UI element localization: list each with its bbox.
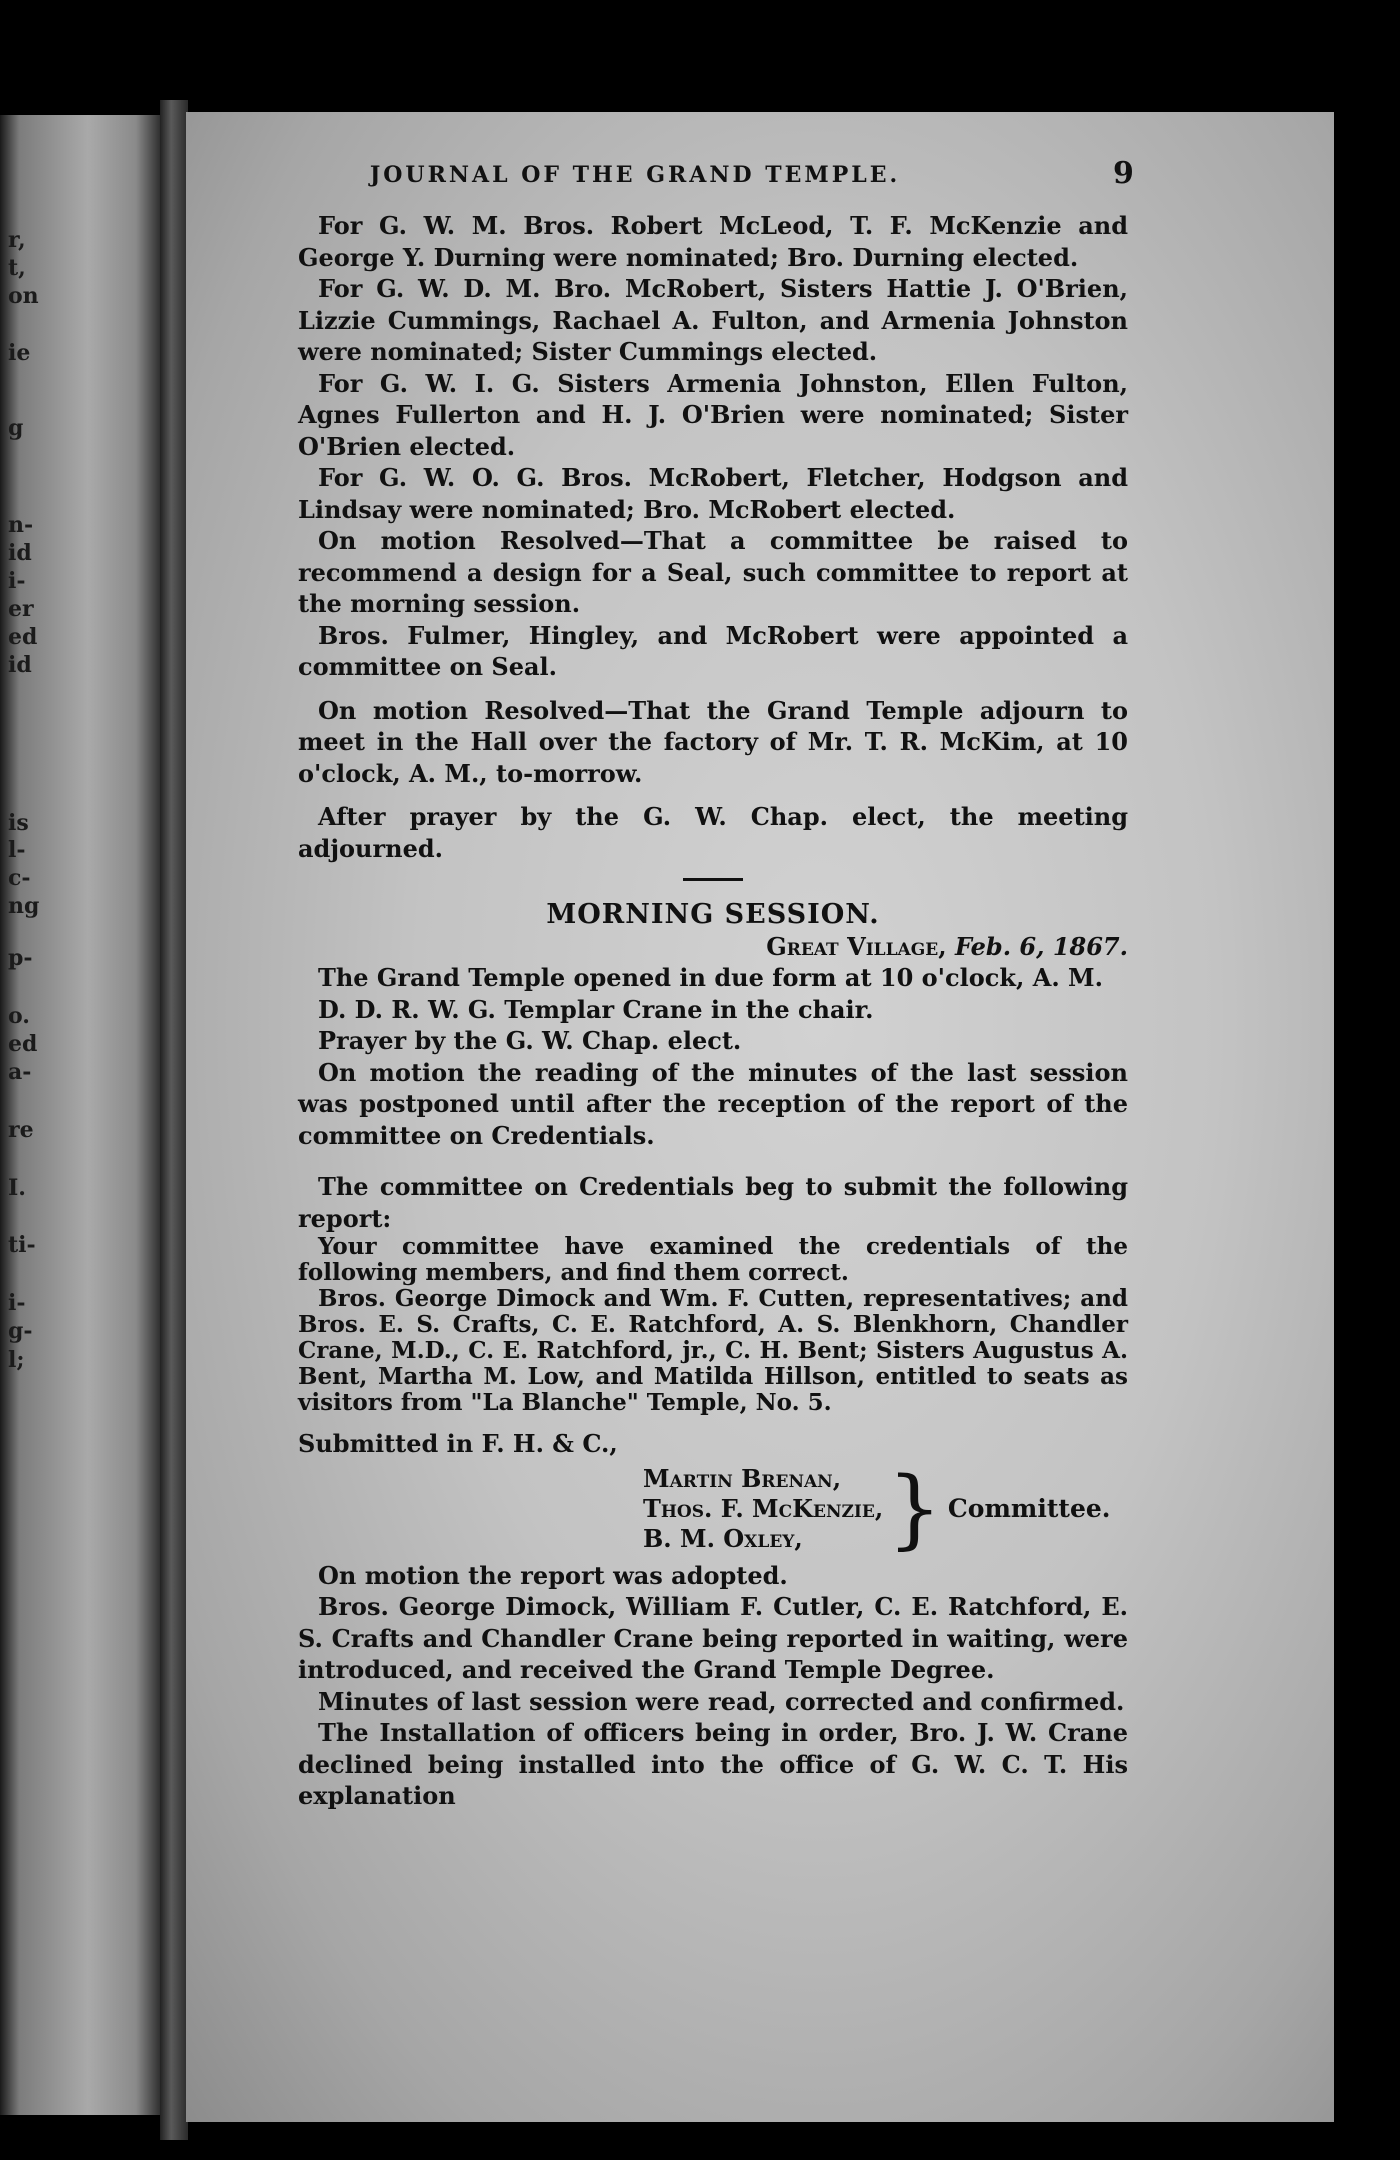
dateline xyxy=(298,931,1128,963)
fragment: ie xyxy=(8,340,31,366)
fragment: p- xyxy=(8,945,33,971)
report-paragraph: Bros. George Dimock and Wm. F. Cutten, representatives; and Bros. E. S. Crafts, C. E. Ratchford, A. S. Blenkhorn, Chandler Crane, M.D., C. E. Ratchford, jr., C. H. Bent; Sisters Augustus A. Bent, Martha M. Low, and Matilda Hillson, entitled to seats as visitors from "La Blanche" Temple, No. 5. xyxy=(298,1285,1128,1416)
fragment: ng xyxy=(8,893,40,919)
section-heading: MORNING SESSION. xyxy=(546,899,880,930)
fragment: is xyxy=(8,810,29,836)
page-number: 9 xyxy=(1113,156,1134,191)
fragment: id xyxy=(8,540,32,566)
report-paragraph: Your committee have examined the credentials of the following members, and find them correct. xyxy=(298,1233,1128,1286)
fragment: er xyxy=(8,596,34,622)
paragraph: On motion Resolved—That the Grand Temple adjourn to meet in the Hall over the factory of Mr. T. R. McKim, at 10 o'clock, A. M., to-morrow. xyxy=(298,695,1128,788)
signer-name: B. M. Oxley, xyxy=(643,1523,803,1553)
fragment: a- xyxy=(8,1059,32,1085)
paragraph: On motion the reading of the minutes of the last session was postponed until after the reception of the report of the committee on Credentials. xyxy=(298,1057,1128,1150)
dateline-date: Feb. 6, 1867. xyxy=(954,931,1128,961)
paragraph: Bros. George Dimock, William F. Cutler, C. E. Ratchford, E. S. Crafts and Chandler Crane being reported in waiting, were introduced, and received the Grand Temple Degree. xyxy=(298,1592,1128,1684)
fragment: ed xyxy=(8,1031,38,1057)
page-edge-shadow xyxy=(1334,112,1400,2122)
section-divider xyxy=(683,878,743,881)
fragment: c- xyxy=(8,865,31,891)
signer-name: Thos. F. McKenzie, xyxy=(643,1493,884,1523)
paragraph: For G. W. O. G. Bros. McRobert, Fletcher, Hodgson and Lindsay were nominated; Bro. McRobert elected. xyxy=(298,463,1128,524)
fragment: l- xyxy=(8,837,26,863)
paragraph: The Installation of officers being in order, Bro. J. W. Crane declined being installed into the office of G. W. C. T. His explanation xyxy=(298,1718,1128,1810)
left-page-text-fragments xyxy=(8,115,64,2115)
committee-label: Committee. xyxy=(947,1493,1111,1523)
paragraph: The Grand Temple opened in due form at 10 o'clock, A. M. xyxy=(318,963,1103,992)
paragraph: Minutes of last session were read, corrected and confirmed. xyxy=(318,1686,1125,1716)
fragment: re xyxy=(8,1117,34,1143)
fragment: i- xyxy=(8,1290,26,1316)
paragraph: After prayer by the G. W. Chap. elect, the meeting adjourned. xyxy=(298,802,1128,863)
fragment: o. xyxy=(8,1003,30,1029)
fragment: ed xyxy=(8,624,38,650)
fragment: i- xyxy=(8,568,26,594)
book-gutter xyxy=(160,100,188,2140)
paragraph: For G. W. I. G. Sisters Armenia Johnston, Ellen Fulton, Agnes Fullerton and H. J. O'Brien were nominated; Sister O'Brien elected. xyxy=(298,368,1128,461)
paragraph: Bros. Fulmer, Hingley, and McRobert were appointed a committee on Seal. xyxy=(298,620,1128,681)
brace-glyph: } xyxy=(887,1458,942,1559)
paragraph: Prayer by the G. W. Chap. elect. xyxy=(318,1026,742,1055)
submitted-line: Submitted in F. H. & C., xyxy=(298,1429,618,1458)
fragment: l; xyxy=(8,1347,25,1373)
dateline-place: Great Village, xyxy=(766,931,947,961)
page-body xyxy=(298,210,1128,1812)
fragment: on xyxy=(8,283,39,309)
report-intro: The committee on Credentials beg to submit the following report: xyxy=(298,1172,1128,1233)
fragment: g xyxy=(8,415,24,441)
fragment: t, xyxy=(8,255,26,281)
paragraph: For G. W. D. M. Bro. McRobert, Sisters Hattie J. O'Brien, Lizzie Cummings, Rachael A. Fulton, and Armenia Johnston were nominated; Sister Cummings elected. xyxy=(298,274,1128,366)
paragraph: On motion Resolved—That a committee be raised to recommend a design for a Seal, such committee to report at the morning session. xyxy=(298,526,1128,618)
signer-name: Martin Brenan, xyxy=(643,1463,842,1493)
fragment: id xyxy=(8,652,32,678)
paragraph: For G. W. M. Bros. Robert McLeod, T. F. McKenzie and George Y. Durning were nominated; Bro. Durning elected. xyxy=(298,211,1128,272)
fragment: r, xyxy=(8,227,26,253)
running-head: JOURNAL OF THE GRAND TEMPLE. xyxy=(369,162,901,188)
paragraph: D. D. R. W. G. Templar Crane in the chair. xyxy=(318,994,874,1024)
fragment: ti- xyxy=(8,1232,36,1258)
fragment: g- xyxy=(8,1318,33,1344)
left-facing-page xyxy=(0,115,160,2115)
committee-signatures xyxy=(643,1458,1128,1559)
signer-list xyxy=(643,1464,883,1554)
credentials-report xyxy=(298,1234,1128,1416)
paragraph: On motion the report was adopted. xyxy=(318,1560,788,1590)
fragment: I. xyxy=(8,1175,26,1201)
fragment: n- xyxy=(8,512,34,538)
